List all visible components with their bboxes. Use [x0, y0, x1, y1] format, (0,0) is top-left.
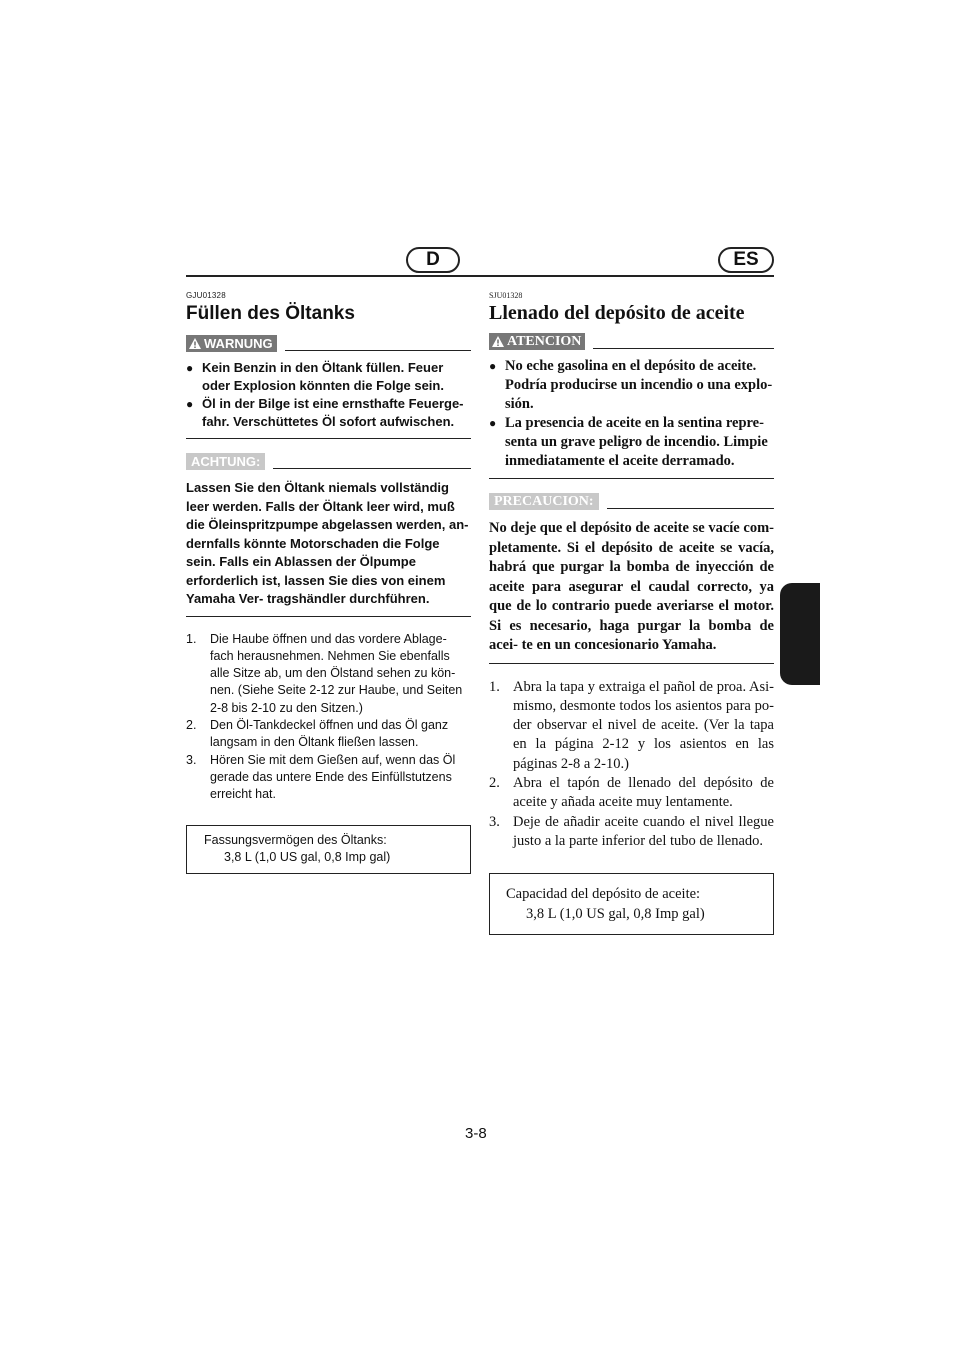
- step-number: 3.: [186, 752, 197, 767]
- warning-triangle-icon: [491, 335, 505, 348]
- caution-rule: [273, 468, 471, 469]
- list-item: [489, 813, 774, 852]
- page-number: 3-8: [465, 1125, 487, 1142]
- step-number: 1.: [489, 678, 500, 695]
- caution-header: [186, 453, 471, 470]
- warning-rule: [593, 348, 774, 349]
- list-item: [186, 717, 471, 752]
- bullet-text: Öl in der Bilge ist eine ernsthafte Feuerge- fahr. Verschüttetes Öl sofort aufwischen.: [202, 396, 464, 429]
- bullet-icon: ●: [186, 397, 194, 411]
- bullet-icon: ●: [489, 416, 497, 430]
- capacity-box: [186, 825, 471, 874]
- warning-badge: [489, 333, 585, 350]
- bullet-text: Kein Benzin in den Öltank füllen. Feuer oder Explosion könnten die Folge sein.: [202, 360, 444, 393]
- step-number: 2.: [489, 774, 500, 791]
- list-item: [186, 395, 471, 431]
- list-item: [186, 359, 471, 395]
- warning-header: [489, 333, 774, 350]
- step-text: Die Haube öffnen und das vordere Ablage- fach herausnehmen. Nehmen Sie ebenfalls alle Sitze ab, um den Ölstand sehen zu kön- nen. (Siehe Seite 2-12 zur Haube, und Seiten 2-8 bis 2-10 zu den Sitzen.): [210, 631, 463, 715]
- step-text: Deje de añadir aceite cuando el nivel llegue justo a la parte inferior del tubo de llenado.: [513, 813, 774, 849]
- step-number: 2.: [186, 717, 197, 732]
- caution-badge: PRECAUCION:: [489, 493, 599, 510]
- list-item: [186, 631, 471, 717]
- column-german: [186, 291, 471, 874]
- caution-text: Lassen Sie den Öltank niemals vollständig leer werden. Falls der Öltank leer wird, muß die Öleinspritzpumpe abgelassen werden, an- dernfalls könnte Motorschaden die Folge sein. Falls ein Ablassen der Ölpumpe erforderlich ist, lassen Sie dies von einem Yamaha Ver- tragshändler durchführen.: [186, 480, 469, 606]
- section-title: Llenado del depósito de aceite: [489, 302, 745, 324]
- list-item: [489, 357, 774, 414]
- bullet-icon: ●: [489, 359, 497, 373]
- bullet-text: La presencia de aceite en la sentina repre- senta un grave peligro de incendio. Limpie inmediatamente el aceite derramado.: [505, 415, 768, 469]
- warning-list: [186, 359, 471, 431]
- capacity-value: 3,8 L (1,0 US gal, 0,8 Imp gal): [224, 850, 391, 865]
- warning-header: [186, 335, 471, 352]
- warning-triangle-icon: [188, 337, 202, 350]
- bullet-icon: ●: [186, 361, 194, 375]
- warning-end-rule: [186, 438, 471, 439]
- step-text: Abra la tapa y extraiga el pañol de proa. Asi- mismo, desmonte todos los asientos para po- der observar el nivel de aceite. (Ver la tapa en la página 2-12 y los asientos en las páginas 2-8 a 2-10.): [513, 678, 774, 772]
- step-number: 1.: [186, 631, 197, 646]
- language-badge-es: ES: [718, 247, 774, 273]
- caution-rule: [607, 508, 774, 509]
- caution-end-rule: [186, 616, 471, 617]
- caution-badge: ACHTUNG:: [186, 453, 265, 470]
- chapter-tab: [780, 583, 820, 685]
- warning-rule: [285, 350, 471, 351]
- language-badge-de: D: [406, 247, 460, 273]
- caution-end-rule: [489, 663, 774, 664]
- list-item: [489, 774, 774, 813]
- list-item: [489, 678, 774, 774]
- warning-end-rule: [489, 478, 774, 479]
- warning-label: ATENCION: [507, 334, 582, 349]
- section-title: Füllen des Öltanks: [186, 303, 355, 324]
- header-rule: [186, 275, 774, 277]
- section-code: SJU01328: [489, 291, 523, 300]
- bullet-text: No eche gasolina en el depósito de aceite. Podría producirse un incendio o una explo- sión.: [505, 358, 773, 412]
- capacity-box: [489, 873, 774, 935]
- warning-list: [489, 357, 774, 471]
- list-item: [489, 414, 774, 471]
- step-text: Den Öl-Tankdeckel öffnen und das Öl ganz langsam in den Öltank fließen lassen.: [210, 717, 449, 750]
- warning-label: WARNUNG: [204, 336, 273, 351]
- column-spanish: [489, 291, 774, 935]
- capacity-label: Fassungsvermögen des Öltanks:: [204, 833, 387, 848]
- caution-text: No deje que el depósito de aceite se vacíe com- pletamente. Si el depósito de aceite se vacía, habrá que purgar la bomba de inyección de aceite para asegurar el caudal correcto, ya que de lo contrario puede averiarse el motor. Si es necesario, haga purgar la bomba de acei- te en un concesionario Yamaha.: [489, 520, 774, 653]
- list-item: [186, 752, 471, 804]
- capacity-label: Capacidad del depósito de aceite:: [506, 886, 701, 903]
- warning-badge: [186, 335, 277, 352]
- steps-list: [489, 678, 774, 852]
- section-code: GJU01328: [186, 291, 226, 300]
- step-number: 3.: [489, 813, 500, 830]
- capacity-value: 3,8 L (1,0 US gal, 0,8 Imp gal): [526, 906, 705, 923]
- step-text: Hören Sie mit dem Gießen auf, wenn das Öl gerade das untere Ende des Einfüllstutzens erreicht hat.: [210, 752, 456, 802]
- step-text: Abra el tapón de llenado del depósito de aceite y añada aceite muy lentamente.: [513, 774, 774, 811]
- caution-header: [489, 493, 774, 510]
- steps-list: [186, 631, 471, 804]
